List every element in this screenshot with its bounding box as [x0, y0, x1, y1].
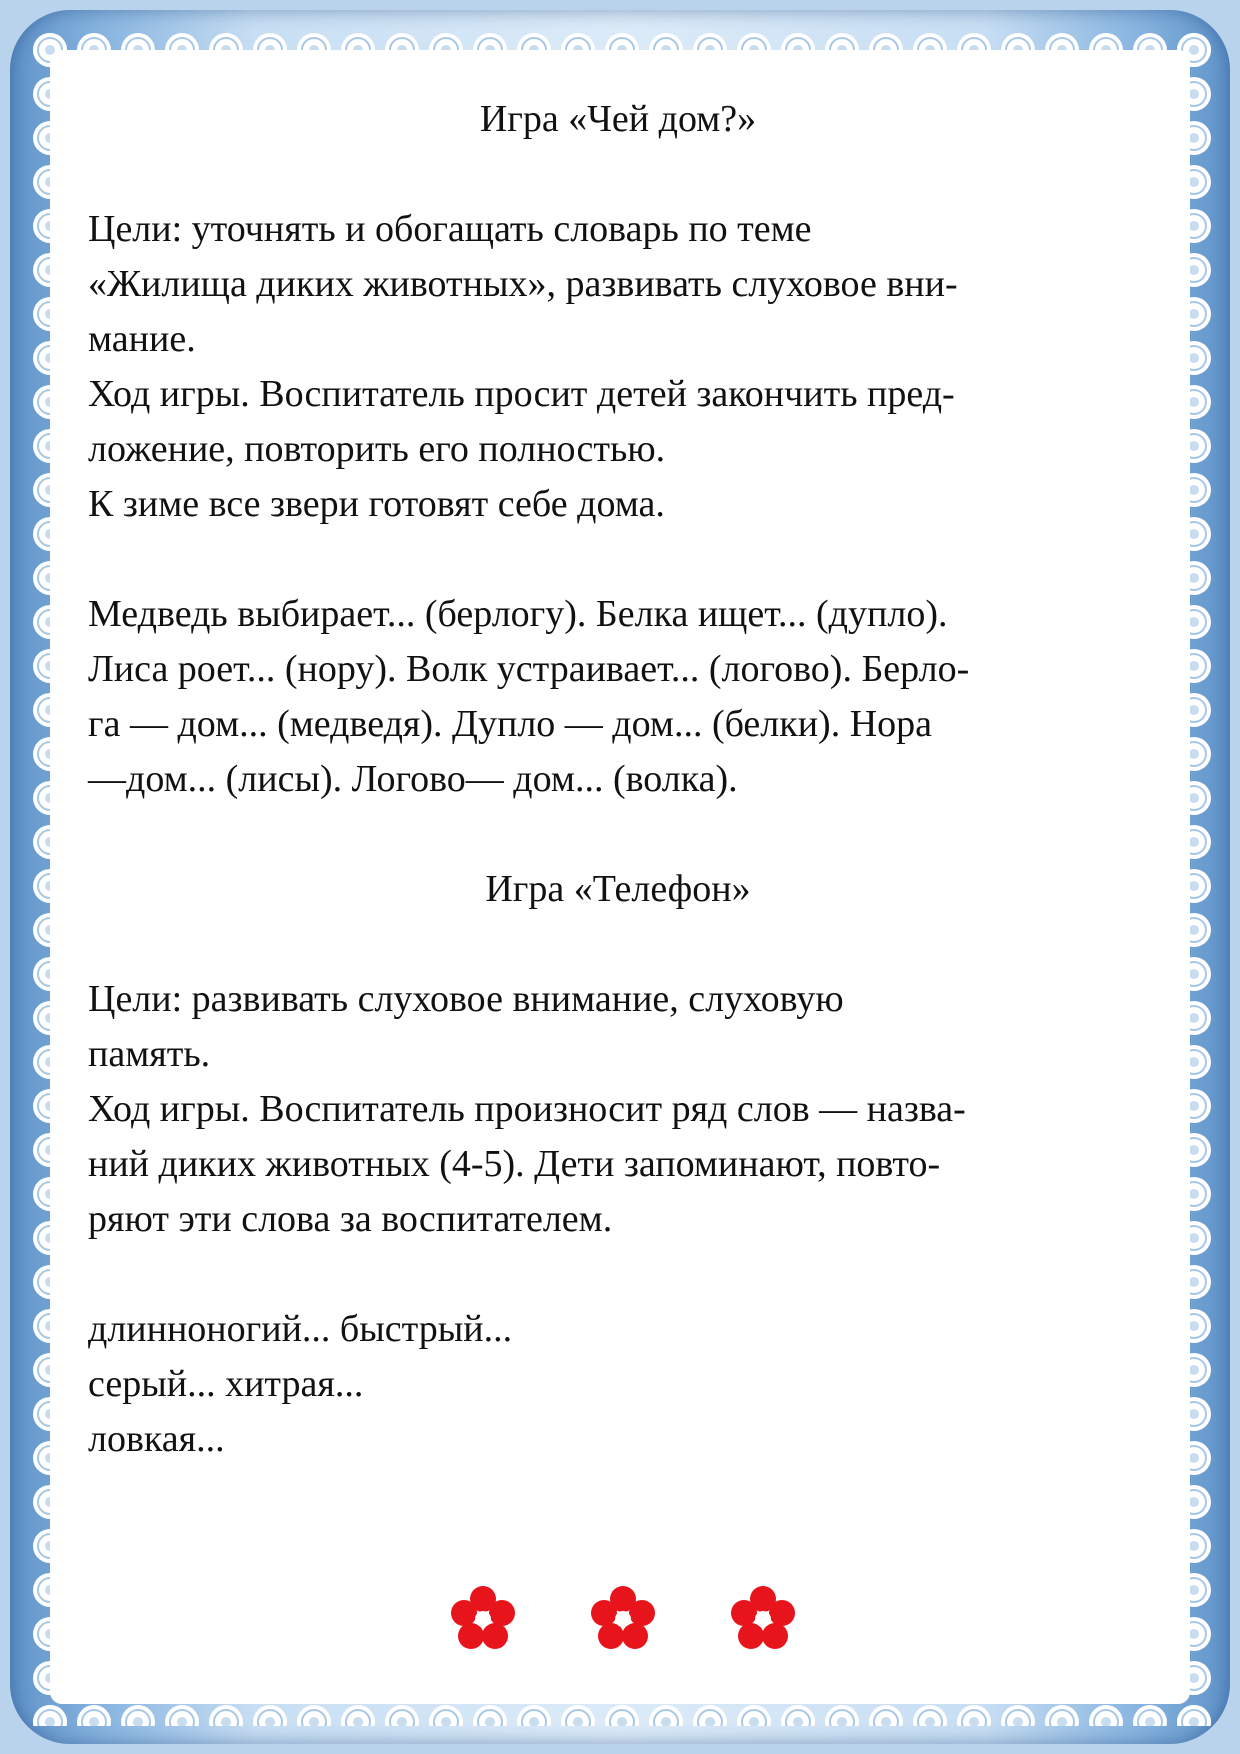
game1-title: Игра «Чей дом?»: [479, 98, 757, 140]
spacer: [88, 917, 1148, 972]
game1-text-line: «Жилища диких животных», развивать слуховое вни-: [88, 263, 958, 305]
spacer: [88, 1247, 1148, 1302]
spacer: [88, 532, 1148, 587]
document-content: [88, 92, 1148, 1467]
game2-word-line: длинноногий... быстрый...: [88, 1308, 513, 1350]
game2-word-line: серый... хитрая...: [88, 1363, 364, 1405]
game1-text-line: Ход игры. Воспитатель просит детей закончить пред-: [88, 373, 955, 415]
game1-text-line: мание.: [88, 318, 196, 360]
red-flower-icon: [588, 1584, 658, 1654]
spacer: [88, 807, 1148, 862]
game2-text-line: Ход игры. Воспитатель произносит ряд слов — назва-: [88, 1088, 966, 1130]
game2-word-line: ловкая...: [88, 1418, 225, 1460]
game1-text-line: Цели: уточнять и обогащать словарь по теме: [88, 208, 812, 250]
game1-text-line: ложение, повторить его полностью.: [88, 428, 666, 470]
game1-example-line: га — дом... (медведя). Дупло — дом... (белки). Нора: [88, 703, 933, 745]
game2-text-line: ний диких животных (4-5). Дети запоминают, повто-: [88, 1143, 941, 1185]
game2-title: Игра «Телефон»: [485, 868, 751, 910]
game1-example-line: Лиса роет... (нору). Волк устраивает... (логово). Берло-: [88, 648, 970, 690]
game2-text-line: Цели: развивать слуховое внимание, слуховую: [88, 978, 844, 1020]
game2-text-line: ряют эти слова за воспитателем.: [88, 1198, 613, 1240]
red-flower-icon: [448, 1584, 518, 1654]
red-flower-icon: [728, 1584, 798, 1654]
game1-example-line: Медведь выбирает... (берлогу). Белка ищет... (дупло).: [88, 593, 948, 635]
game1-text-line: К зиме все звери готовят себе дома.: [88, 483, 665, 525]
game2-text-line: память.: [88, 1033, 211, 1075]
game1-example-line: —дом... (лисы). Логово— дом... (волка).: [88, 758, 738, 800]
flower-row: [0, 1580, 1240, 1660]
spacer: [88, 147, 1148, 202]
